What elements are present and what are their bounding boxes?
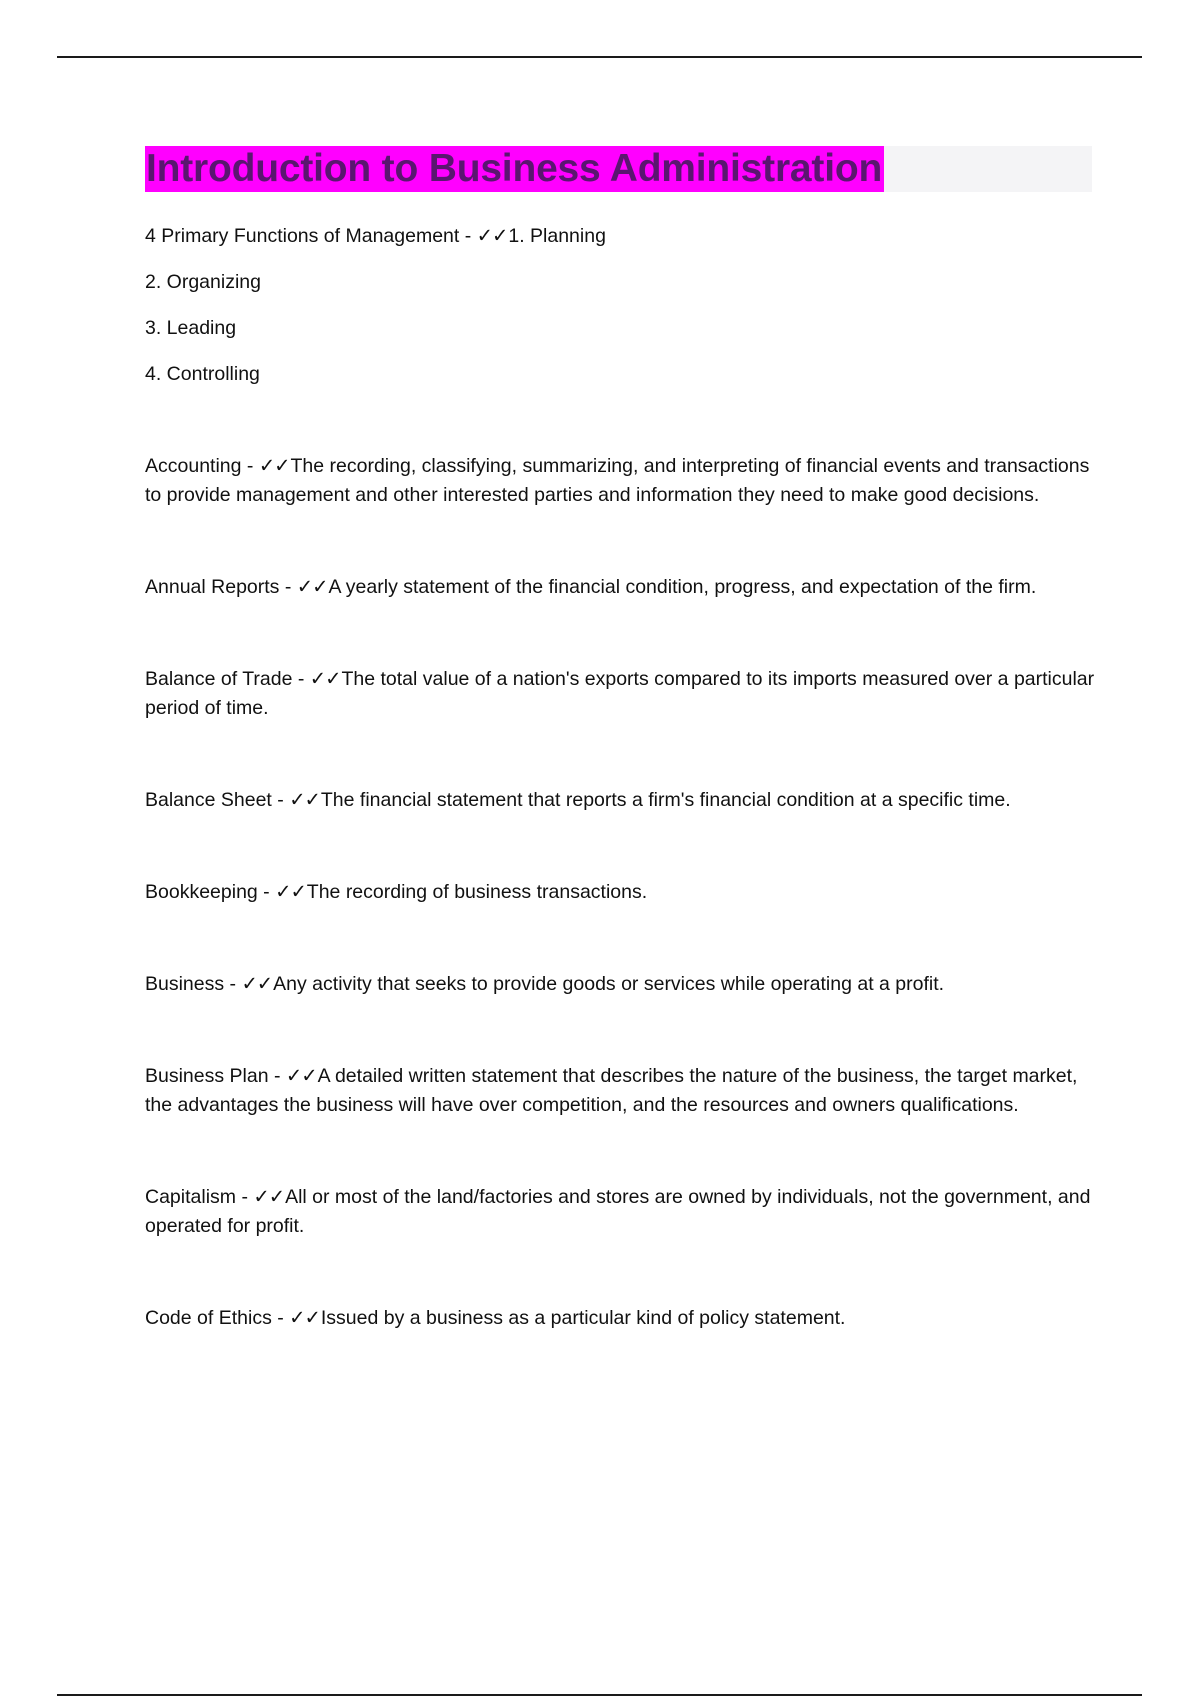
entry-separator: - xyxy=(241,455,259,477)
entry-definition: The total value of a nation's exports compared to its imports measured over a particular period of time. xyxy=(145,668,1095,719)
entry-term: Accounting xyxy=(145,455,242,477)
list-item xyxy=(145,1062,1095,1120)
check-mark-icon: ✓✓ xyxy=(258,455,290,477)
check-mark-icon: ✓✓ xyxy=(253,1186,285,1208)
entry-term: Balance Sheet xyxy=(145,789,272,811)
document-title: Introduction to Business Administration xyxy=(146,147,883,190)
check-mark-icon: ✓✓ xyxy=(285,1065,317,1087)
check-mark-icon: ✓✓ xyxy=(241,973,273,995)
list-item xyxy=(145,1183,1095,1241)
entry-definition: A detailed written statement that describes the nature of the business, the target market, the advantages the business will have over competition, and the resources and owners qualifications. xyxy=(145,1065,1078,1116)
entry-separator: - xyxy=(459,225,477,247)
entry-separator: - xyxy=(268,1065,286,1087)
bottom-rule xyxy=(57,1694,1142,1696)
entry-separator: - xyxy=(292,668,310,690)
list-item xyxy=(145,573,1095,602)
entry-separator: - xyxy=(271,789,290,811)
entry-term: Business xyxy=(145,973,225,995)
entry-definition: Issued by a business as a particular kind of policy statement. xyxy=(320,1307,846,1329)
entry-term: Business Plan xyxy=(145,1065,269,1087)
entry-definition: The financial statement that reports a firm's financial condition at a specific time. xyxy=(320,789,1011,811)
check-mark-icon: ✓✓ xyxy=(476,225,508,247)
entry-separator: - xyxy=(279,576,297,598)
list-item xyxy=(145,786,1095,815)
list-item xyxy=(145,878,1095,907)
entry-separator: - xyxy=(271,1307,290,1329)
entry-definition: All or most of the land/factories and stores are owned by individuals, not the government, and operated for profit. xyxy=(145,1186,1091,1237)
entry-term: 4 Primary Functions of Management xyxy=(145,225,460,247)
entry-term: Capitalism xyxy=(145,1186,237,1208)
function-item: 3. Leading xyxy=(145,317,237,339)
check-mark-icon: ✓✓ xyxy=(309,668,341,690)
entry-term: Code of Ethics xyxy=(145,1307,272,1329)
entry-definition: Any activity that seeks to provide goods or services while operating at a profit. xyxy=(273,973,945,995)
entry-separator: - xyxy=(224,973,242,995)
entry-separator: - xyxy=(236,1186,254,1208)
list-item xyxy=(145,452,1095,510)
entry-term: Bookkeeping xyxy=(145,881,258,903)
top-rule xyxy=(57,56,1142,58)
list-item xyxy=(145,1304,1095,1333)
check-mark-icon: ✓✓ xyxy=(289,789,320,811)
function-item: 2. Organizing xyxy=(145,271,261,293)
check-mark-icon: ✓✓ xyxy=(289,1307,320,1329)
function-item: 1. Planning xyxy=(508,225,606,247)
entry-separator: - xyxy=(257,881,276,903)
entry-definition: A yearly statement of the financial condition, progress, and expectation of the firm. xyxy=(328,576,1037,598)
function-item: 4. Controlling xyxy=(145,363,260,385)
check-mark-icon: ✓✓ xyxy=(275,881,306,903)
entry-term: Annual Reports xyxy=(145,576,280,598)
entry-definition: The recording, classifying, summarizing, and interpreting of financial events and transactions to provide management and other interested parties and information they need to make good decisions. xyxy=(145,455,1090,506)
list-item xyxy=(145,970,1095,999)
document-body xyxy=(145,222,1095,1333)
list-item xyxy=(145,222,1095,251)
entry-term: Balance of Trade xyxy=(145,668,293,690)
check-mark-icon: ✓✓ xyxy=(296,576,328,598)
list-item xyxy=(145,665,1095,723)
entry-definition: The recording of business transactions. xyxy=(306,881,648,903)
